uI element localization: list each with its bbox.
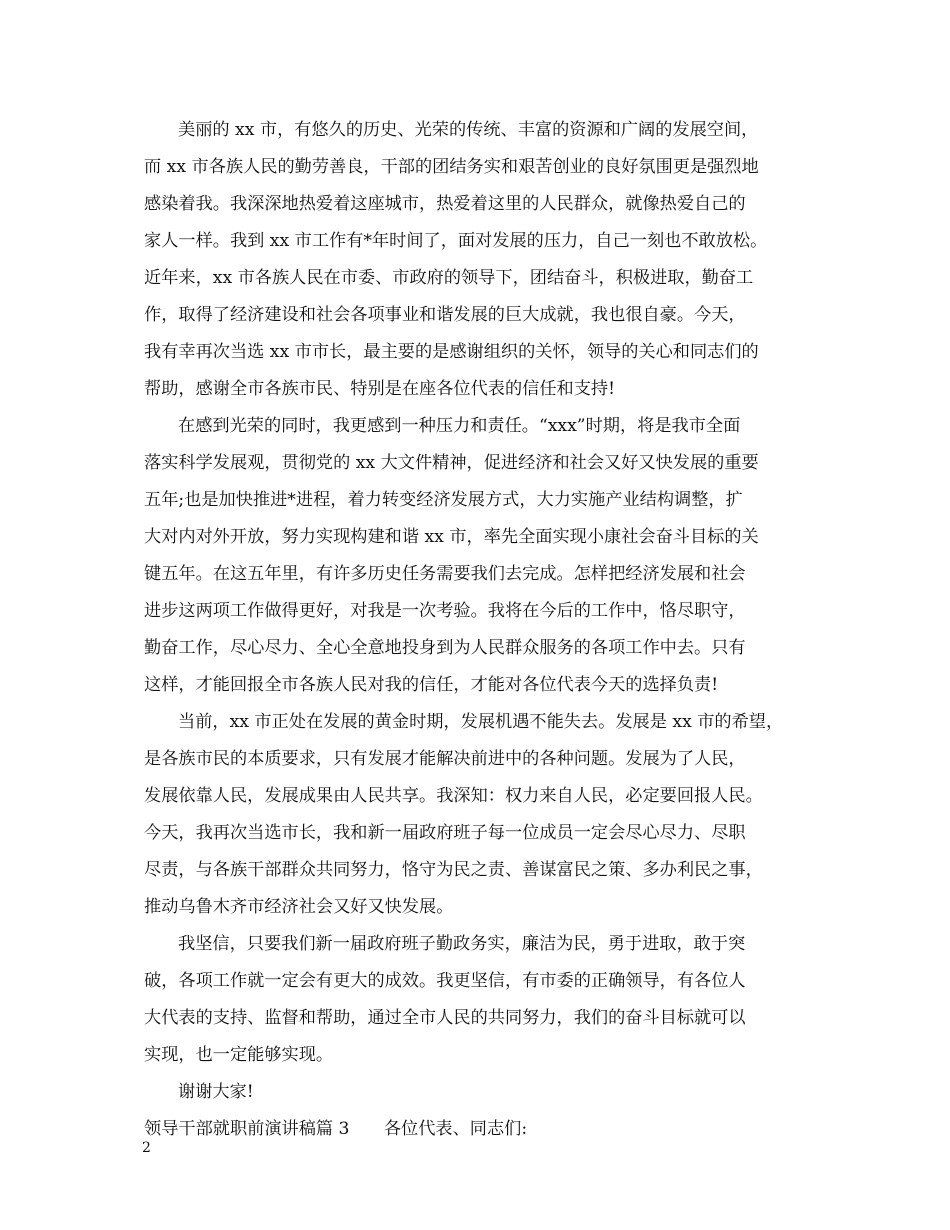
paragraph-3-line-6: 推动乌鲁木齐市经济社会又好又快发展。 xyxy=(144,897,454,917)
paragraph-1-line-6: 作，取得了经济建设和社会各项事业和谐发展的巨大成就，我也很自豪。今天， xyxy=(144,305,746,325)
paragraph-1-line-5: 近年来，xx 市各族人民在市委、市政府的领导下，团结奋斗，积极进取，勤奋工 xyxy=(144,268,754,288)
paragraph-1-line-7: 我有幸再次当选 xx 市市长，最主要的是感谢组织的关怀，领导的关心和同志们的 xyxy=(144,342,759,362)
paragraph-1-line-4: 家人一样。我到 xx 市工作有*年时间了，面对发展的压力，自己一刻也不敢放松。 xyxy=(144,231,768,251)
paragraph-2-line-1: 在感到光荣的同时，我更感到一种压力和责任。“xxx”时期，将是我市全面 xyxy=(178,416,741,436)
paragraph-3-line-1: 当前，xx 市正处在发展的黄金时期，发展机遇不能失去。发展是 xx 市的希望， xyxy=(178,712,784,732)
paragraph-1-line-2: 而 xx 市各族人民的勤劳善良，干部的团结务实和艰苦创业的良好氛围更是强烈地 xyxy=(144,157,759,177)
paragraph-2-line-3: 五年;也是加快推进*进程，着力转变经济发展方式，大力实施产业结构调整，扩 xyxy=(144,490,743,510)
paragraph-2-line-6: 进步这两项工作做得更好，对我是一次考验。我将在今后的工作中，恪尽职守， xyxy=(144,601,746,621)
paragraph-2-line-4: 大对内对外开放，努力实现构建和谐 xx 市，率先全面实现小康社会奋斗目标的关 xyxy=(144,527,759,547)
paragraph-1-line-1: 美丽的 xx 市，有悠久的历史、光荣的传统、丰富的资源和广阔的发展空间， xyxy=(178,120,759,140)
next-speech-heading: 领导干部就职前演讲稿篇 3 各位代表、同志们: xyxy=(144,1119,528,1139)
paragraph-4-line-2: 破，各项工作就一定会有更大的成效。我更坚信，有市委的正确领导，有各位人 xyxy=(144,971,746,991)
paragraph-2-line-5: 键五年。在这五年里，有许多历史任务需要我们去完成。怎样把经济发展和社会 xyxy=(144,564,746,584)
paragraph-3-line-5: 尽责，与各族干部群众共同努力，恪守为民之责、善谋富民之策、多办利民之事， xyxy=(144,860,763,880)
paragraph-4-line-1: 我坚信，只要我们新一届政府班子勤政务实，廉洁为民，勇于进取，敢于突 xyxy=(178,934,746,954)
paragraph-3-line-2: 是各族市民的本质要求，只有发展才能解决前进中的各种问题。发展为了人民， xyxy=(144,749,746,769)
paragraph-3-line-3: 发展依靠人民，发展成果由人民共享。我深知：权力来自人民，必定要回报人民。 xyxy=(144,786,763,806)
paragraph-4-line-4: 实现，也一定能够实现。 xyxy=(144,1045,334,1065)
paragraph-2-line-7: 勤奋工作，尽心尽力、全心全意地投身到为人民群众服务的各项工作中去。只有 xyxy=(144,638,746,658)
paragraph-4-line-3: 大代表的支持、监督和帮助，通过全市人民的共同努力，我们的奋斗目标就可以 xyxy=(144,1008,746,1028)
paragraph-3-line-4: 今天，我再次当选市长，我和新一届政府班子每一位成员一定会尽心尽力、尽职 xyxy=(144,823,746,843)
closing-thanks: 谢谢大家! xyxy=(178,1082,254,1102)
paragraph-1-line-3: 感染着我。我深深地热爱着这座城市，热爱着这里的人民群众，就像热爱自己的 xyxy=(144,194,746,214)
paragraph-2-line-8: 这样，才能回报全市各族人民对我的信任，才能对各位代表今天的选择负责! xyxy=(144,675,719,695)
page-number: 2 xyxy=(142,1140,151,1156)
paragraph-2-line-2: 落实科学发展观，贯彻党的 xx 大文件精神，促进经济和社会又好又快发展的重要 xyxy=(144,453,759,473)
paragraph-1-line-8: 帮助，感谢全市各族市民、特别是在座各位代表的信任和支持! xyxy=(144,379,615,399)
